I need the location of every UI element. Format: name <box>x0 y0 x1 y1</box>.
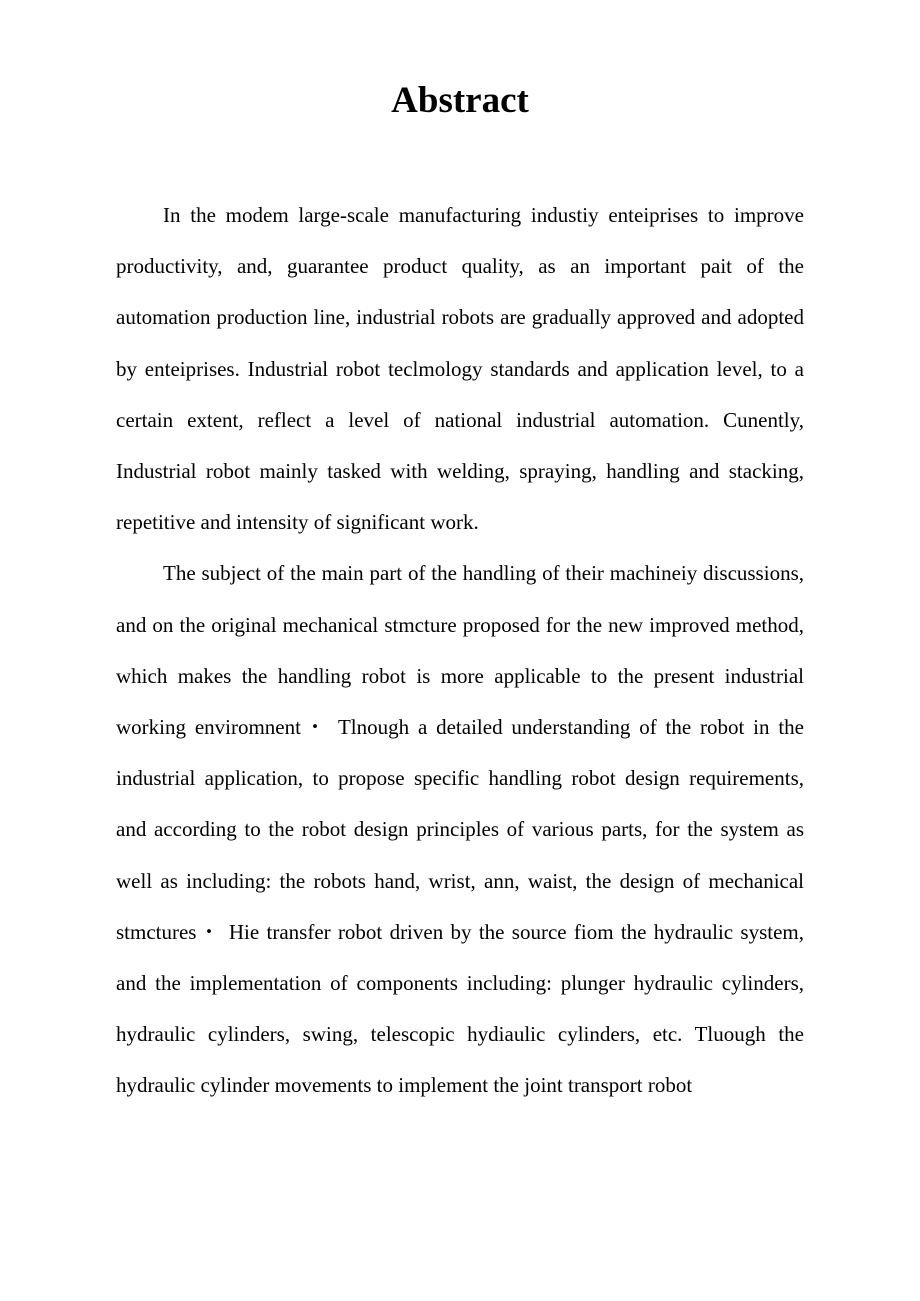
page-title: Abstract <box>391 80 529 121</box>
abstract-body <box>116 190 804 1112</box>
abstract-paragraph-1: In the modem large-scale manufacturing industiy enteiprises to improve productivity, and, guarantee product quality, as an important pait of the automation production line, industrial robots are gradually approved and adopted by enteiprises. Industrial robot teclmology standards and application level, to a certain extent, reflect a level of national industrial automation. Cunently, Industrial robot mainly tasked with welding, spraying, handling and stacking, repetitive and intensity of significant work. <box>116 203 804 535</box>
abstract-paragraph-2: The subject of the main part of the handling of their machineiy discussions, and on the original mechanical stmcture proposed for the new improved method, which makes the handling robot is more applicable to the present industrial working enviromnent・ Tlnough a detailed understanding of the robot in the industrial application, to propose specific handling robot design requirements, and according to the robot design principles of various parts, for the system as well as including: the robots hand, wrist, ann, waist, the design of mechanical stmctures・ Hie transfer robot driven by the source fiom the hydraulic system, and the implementation of components including: plunger hydraulic cylinders, hydraulic cylinders, swing, telescopic hydiaulic cylinders, etc. Tluough the hydraulic cylinder movements to implement the joint transport robot <box>116 561 804 1098</box>
